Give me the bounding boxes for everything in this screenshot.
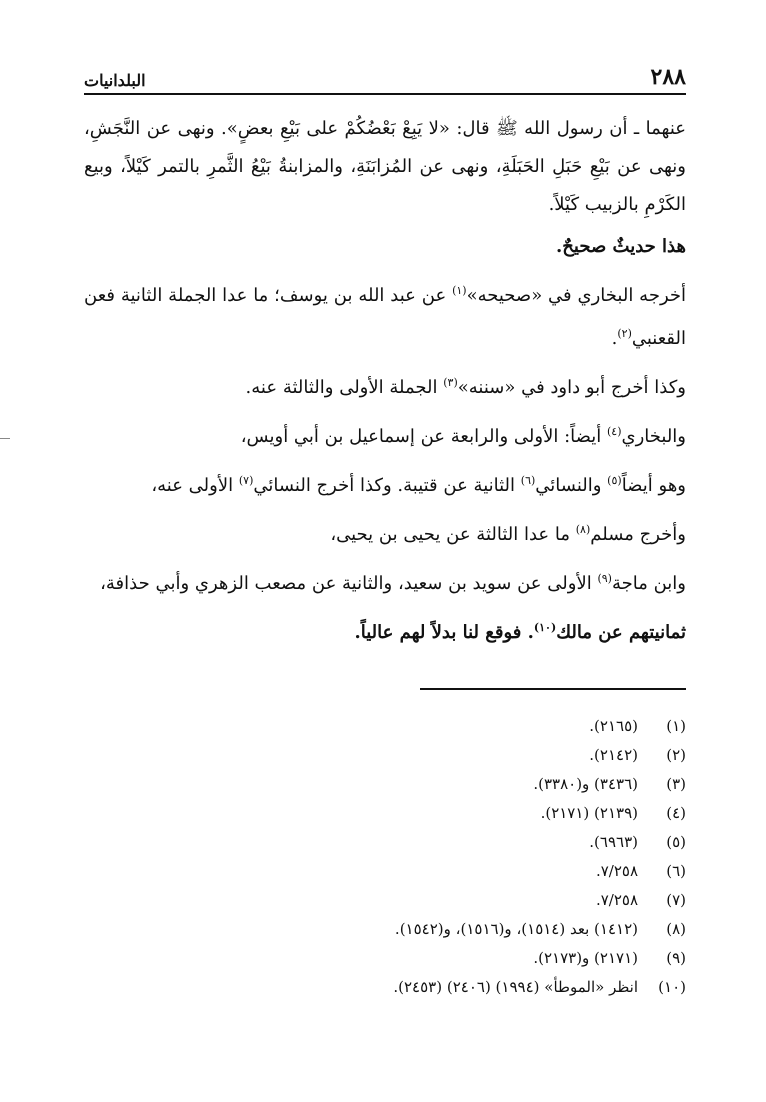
text-span: وابن ماجة [611, 573, 686, 594]
footnote-item [84, 915, 686, 944]
footnote-ref-8[interactable]: (٨) [575, 523, 591, 536]
footnote-number: (٧) [666, 891, 686, 909]
footnote-item [84, 944, 686, 973]
footnote-number: (٣) [666, 775, 686, 793]
footnote-number: (٥) [666, 833, 686, 851]
text-span: . فوقع لنا بدلاً لهم عالياً. [354, 622, 534, 643]
text-span: وكذا أخرج أبو داود في «سننه» [457, 377, 686, 398]
takhrij-nasai [84, 462, 686, 505]
footnote-item [84, 973, 686, 1002]
footnote-item [84, 799, 686, 828]
footnote-number: (٩) [666, 949, 686, 967]
footnote-ref-2[interactable]: (٢) [617, 327, 632, 340]
text-span: أيضاً: الأولى والرابعة عن إسماعيل بن أبي أويس، [240, 426, 607, 447]
text-span: . [611, 328, 618, 349]
footnote-ref-3[interactable]: (٣) [443, 376, 458, 389]
footnote-ref-5[interactable]: (٥) [607, 474, 622, 487]
footnote-separator [420, 688, 686, 690]
text-span: وهو أيضاً [621, 475, 686, 496]
running-title: البلدانيات [84, 71, 146, 90]
text-span: الأولى عن سويد بن سعيد، والثانية عن مصعب الزهري وأبي حذافة، [100, 573, 598, 594]
footnote-item [84, 857, 686, 886]
takhrij-bukhari [84, 272, 686, 358]
footnote-ref-6[interactable]: (٦) [520, 474, 536, 487]
header-rule [84, 93, 686, 95]
footnote-ref-1[interactable]: (١) [452, 284, 467, 297]
text-span: الأولى عنه، [151, 475, 239, 496]
footnote-text: (١٤١٢) بعد (١٥١٤)، و(١٥١٦)، و(١٥٤٢). [394, 920, 638, 938]
takhrij-ibnmajah [84, 560, 686, 603]
footnote-item [84, 712, 686, 741]
footnote-text: ٧/٢٥٨. [595, 891, 638, 909]
footnote-ref-7[interactable]: (٧) [238, 474, 254, 487]
page-number: ٢٨٨ [650, 64, 686, 90]
text-span: والنسائي [535, 475, 608, 496]
footnote-number: (٨) [666, 920, 686, 938]
margin-mark [0, 438, 10, 439]
takhrij-bukhari-2 [84, 413, 686, 456]
footnote-text: (٢١٦٥). [589, 717, 638, 735]
footnote-item [84, 770, 686, 799]
footnotes [84, 712, 686, 1002]
footnote-item [84, 828, 686, 857]
page-header [84, 60, 686, 90]
takhrij-abudawud [84, 364, 686, 407]
text-span: أخرجه البخاري في «صحيحه» [466, 285, 687, 306]
footnote-ref-9[interactable]: (٩) [597, 572, 612, 585]
conclusion-line [84, 609, 686, 652]
footnote-text: (٣٤٣٦) و(٣٣٨٠). [533, 775, 638, 793]
text-span: الثانية عن قتيبة. وكذا أخرج النسائي [253, 475, 521, 496]
footnote-text: (٢١٧١) و(٢١٧٣). [533, 949, 638, 967]
footnote-number: (١٠) [658, 978, 686, 996]
takhrij-muslim [84, 511, 686, 554]
footnote-number: (٤) [666, 804, 686, 822]
footnote-text: (٢١٣٩) (٢١٧١). [540, 804, 638, 822]
grading-line: هذا حديثٌ صحيحٌ. [556, 236, 686, 257]
text-span: الجملة الأولى والثالثة عنه. [245, 377, 444, 398]
footnote-item [84, 741, 686, 770]
hadith-text: عنهما ـ أن رسول الله ﷺ قال: «لا يَبِعْ بَعْضُكُمْ على بَيْعِ بعضٍ». ونهى عن النَّجَشِ، ونهى عن بَيْعِ حَبَلِ الحَبَلَةِ، ونهى عن المُزابَنَةِ، والمزابنةُ بَيْعُ الثَّمرِ بالتمر كَيْلاً، وبيع الكَرْمِ بالزبيب كَيْلاً. [84, 118, 686, 215]
footnote-ref-10[interactable]: (١٠) [533, 621, 557, 634]
text-span: ما عدا الثالثة عن يحيى بن يحيى، [330, 524, 576, 545]
footnote-number: (١) [666, 717, 686, 735]
footnote-item [84, 886, 686, 915]
footnote-ref-4[interactable]: (٤) [606, 425, 622, 438]
text-span: عن عبد الله بن يوسف؛ ما عدا الجملة الثانية فعن القعنبي [84, 285, 686, 349]
main-text [84, 110, 686, 658]
footnote-text: (٦٩٦٣). [589, 833, 638, 851]
text-span: والبخاري [621, 426, 686, 447]
footnote-text: ٧/٢٥٨. [595, 862, 638, 880]
footnote-text: انظر «الموطأ» (١٩٩٤) (٢٤٠٦) (٢٤٥٣). [393, 978, 638, 996]
footnote-number: (٦) [666, 862, 686, 880]
footnote-number: (٢) [666, 746, 686, 764]
footnote-text: (٢١٤٢). [589, 746, 638, 764]
text-span: وأخرج مسلم [590, 524, 686, 545]
text-span: ثمانيتهم عن مالك [556, 622, 686, 643]
